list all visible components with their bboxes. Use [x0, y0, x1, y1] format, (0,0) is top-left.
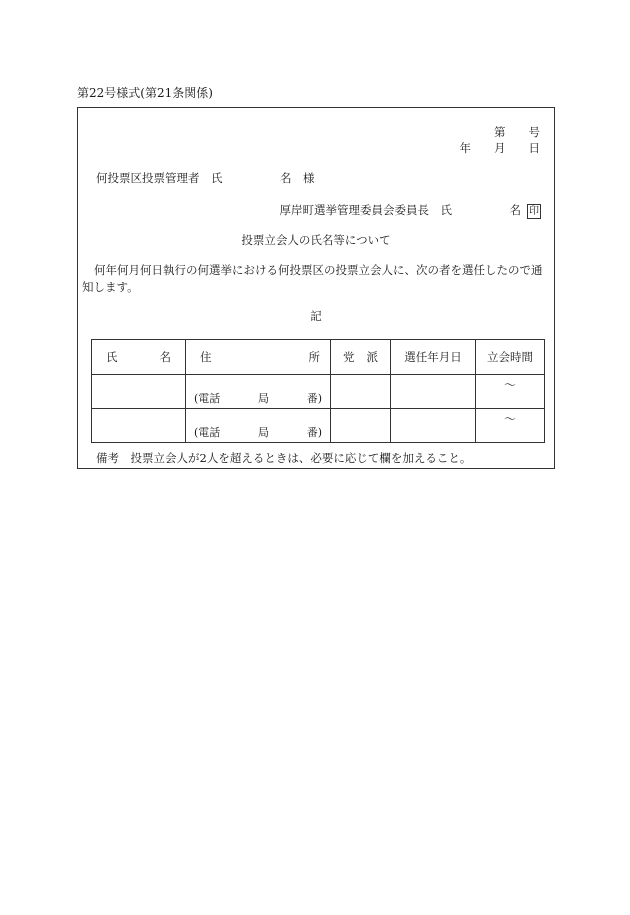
sender-line: [280, 202, 542, 219]
header-address: 住 所: [186, 340, 331, 375]
cell-party: [331, 375, 391, 409]
table-header-row: [92, 340, 545, 375]
remarks-note: 備考 投票立会人が2人を超えるときは、必要に応じて欄を加えること。: [96, 451, 472, 465]
form-number: 第22号様式(第21条関係): [77, 86, 213, 100]
notice-frame: [77, 107, 555, 469]
cell-address: [186, 375, 331, 409]
cell-name: [92, 409, 186, 443]
cell-appointed-date: [391, 409, 476, 443]
cell-address: [186, 409, 331, 443]
sender-title: 厚岸町選挙管理委員会委員長 氏 名: [279, 203, 521, 217]
cell-hours: ～: [476, 409, 545, 443]
cell-appointed-date: [391, 375, 476, 409]
phone-line: (電話 局 番): [194, 426, 322, 439]
subject-title: 投票立会人の氏名等について: [241, 233, 391, 247]
phone-line: (電話 局 番): [194, 392, 322, 405]
cell-party: [331, 409, 391, 443]
addressee: 何投票区投票管理者 氏 名 様: [96, 171, 315, 185]
members-table: [91, 339, 545, 443]
ki-heading: 記: [310, 309, 322, 323]
cell-hours: ～: [476, 375, 545, 409]
body-text: 何年何月何日執行の何選挙における何投票区の投票立会人に、次の者を選任したので通知します。: [82, 263, 543, 294]
header-name: 氏 名: [92, 340, 186, 375]
date-label: 年 月 日: [459, 141, 540, 155]
table-row: [92, 409, 545, 443]
header-attendance-hours: 立会時間: [476, 340, 545, 375]
table-row: [92, 375, 545, 409]
cell-name: [92, 375, 186, 409]
document-number-label: 第 号: [494, 125, 540, 139]
seal-stamp: 印: [529, 205, 539, 217]
header-appointed-date: 選任年月日: [391, 340, 476, 375]
header-party: 党 派: [331, 340, 391, 375]
